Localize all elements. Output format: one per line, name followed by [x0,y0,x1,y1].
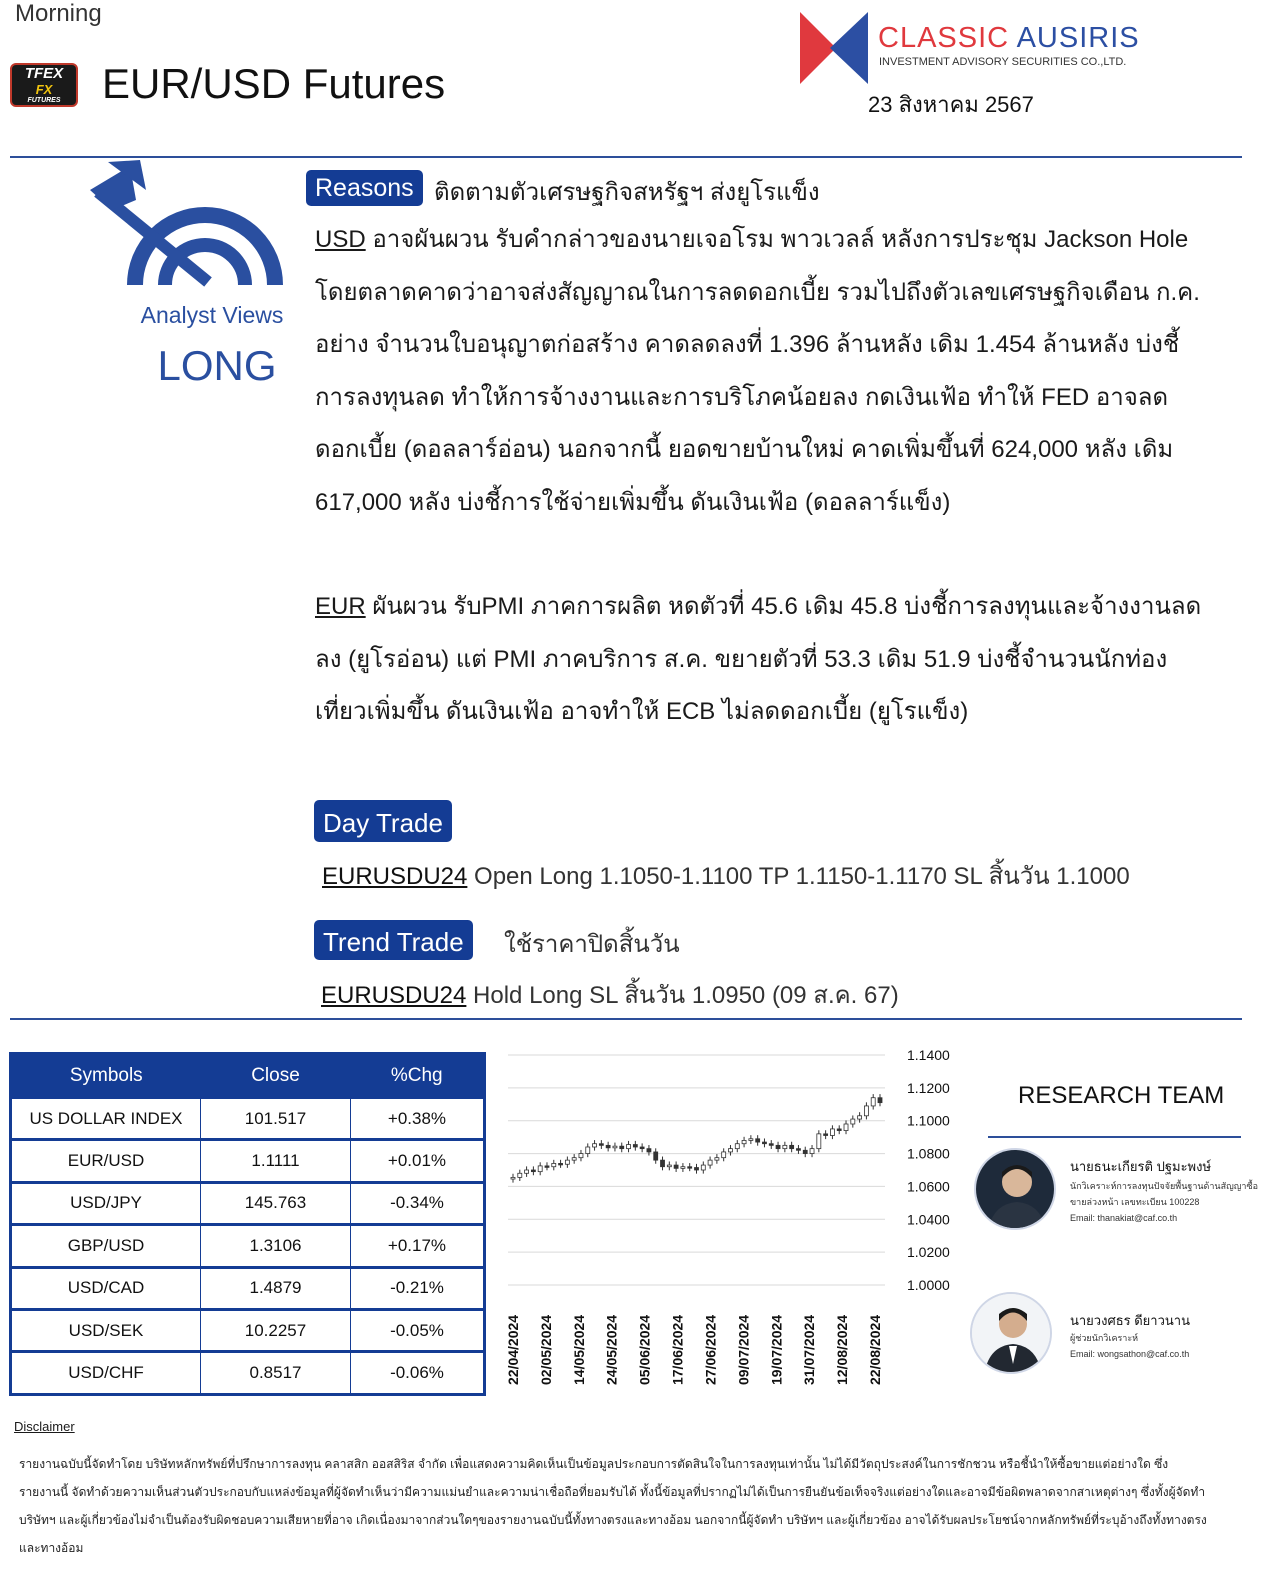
chg-cell: +0.01% [351,1140,485,1182]
candle-body [722,1152,726,1158]
table-row [11,1267,485,1309]
candle-body [640,1147,644,1149]
candle-body [701,1165,705,1170]
candle-body [579,1154,583,1158]
candle-body [728,1149,732,1152]
close-cell: 101.517 [201,1098,351,1140]
analyst-1-email: Email: thanakiat@caf.co.th [1070,1213,1178,1223]
chg-cell: -0.34% [351,1182,485,1224]
x-tick-label: 19/07/2024 [768,1314,785,1385]
x-tick-label: 22/04/2024 [505,1314,521,1385]
y-tick-label: 1.0200 [907,1244,950,1261]
chg-cell: +0.38% [351,1098,485,1140]
candle-body [803,1150,807,1153]
avatar [970,1292,1052,1374]
candle-body [858,1116,862,1119]
tfex-logo [10,63,78,107]
symbol-cell: USD/SEK [11,1309,201,1351]
candle-body [878,1098,882,1103]
candle-body [769,1144,773,1146]
table-row [11,1140,485,1182]
disclaimer-text: รายงานฉบับนี้จัดทำโดย บริษัทหลักทรัพย์ที่ปรึกษาการลงทุน คลาสสิก ออสสิริส จำกัด เพื่อแสดงความคิดเห็นเป็นข้อมูลประกอบการตัดสินใจในการลงทุนเท่านั้น ไม่ได้มีวัตถุประสงค์ในการชักชวน หรือชี้นำให้ซื้อขายแต่อย่างใด ซึ่งรายงานนี้ จัดทำด้วยความเห็นส่วนตัวประกอบกับแหล่งข้อมูลที่ผู้จัดทำเห็นว่ามีความแม่นยำและความน่าเชื่อถือที่ยอมรับได้ ทั้งนี้ข้อมูลที่ปรากฏไม่ได้เป็นการยืนยันข้อเท็จจริงแต่อย่างใดและอาจมีข้อผิดพลาดจากสาเหตุต่างๆ ซึ่งทั้งผู้จัดทำ บริษัทฯ และผู้เกี่ยวข้องไม่จำเป็นต้องรับผิดชอบความเสียหายที่อาจ เกิดเนื่องมาจากส่วนใดๆของรายงานฉบับนี้ทั้งทางตรงและทางอ้อม นอกจากนี้ผู้จัดทำ บริษัทฯ และผู้เกี่ยวข้อง อาจได้รับผลประโยชน์จากหลักทรัพย์ที่ระบุอ้างถึงทั้งทางตรงและทางอ้อม [19,1457,1207,1555]
reasons-title: ติดตามตัวเศรษฐกิจสหรัฐฯ ส่งยูโรแข็ง [434,179,820,206]
candle-body [572,1158,576,1160]
usd-lead: USD [315,226,366,253]
page-title: EUR/USD Futures [102,60,446,107]
price-chart [500,1045,970,1390]
close-cell: 1.3106 [201,1225,351,1267]
table-row [11,1309,485,1351]
target-arrow-icon [90,160,295,300]
x-tick-label: 12/08/2024 [834,1314,851,1385]
candle-body [749,1139,753,1141]
candle-body [851,1119,855,1124]
candle-body [627,1145,631,1149]
y-tick-label: 1.0400 [907,1211,950,1228]
usd-paragraph [315,214,1215,529]
y-tick-label: 1.0600 [907,1178,950,1195]
candle-body [810,1149,814,1154]
candle-body [633,1145,637,1147]
eur-lead: EUR [315,593,366,620]
candle-body [837,1129,841,1131]
eur-paragraph [315,581,1215,739]
candle-body [708,1160,712,1165]
day-trade-symbol: EURUSDU24 [322,863,468,890]
y-tick-label: 1.1400 [907,1047,950,1063]
symbol-cell: GBP/USD [11,1225,201,1267]
candle-body [531,1170,535,1172]
candle-body [586,1147,590,1154]
x-tick-label: 22/08/2024 [867,1314,883,1385]
chg-cell: -0.21% [351,1267,485,1309]
session-label: Morning [15,0,102,27]
quotes-header-close: Close [201,1054,351,1098]
symbol-cell: USD/CAD [11,1267,201,1309]
candle-body [545,1166,549,1168]
y-tick-label: 1.0800 [907,1145,950,1162]
candle-body [688,1167,692,1169]
candle-body [844,1124,848,1131]
candle-body [593,1144,597,1147]
trend-trade-badge: Trend Trade [314,920,473,960]
day-trade-text: Open Long 1.1050-1.1100 TP 1.1150-1.1170 SL สิ้นวัน 1.1000 [467,863,1130,890]
analyst-view-value: LONG [157,342,277,389]
x-tick-label: 27/06/2024 [702,1314,719,1385]
candle-body [525,1170,529,1173]
research-team-title: RESEARCH TEAM [1018,1082,1225,1109]
x-tick-label: 17/06/2024 [669,1314,686,1385]
chg-cell: -0.05% [351,1309,485,1351]
analyst-1-name: นายธนะเกียรติ ปฐมะพงษ์ [1070,1159,1212,1174]
candle-body [735,1144,739,1149]
candle-body [790,1145,794,1148]
candle-body [559,1163,563,1165]
quotes-table [9,1052,486,1396]
analyst-1-role: นักวิเคราะห์การลงทุนปัจจัยพื้นฐานด้านสัญญาซื้อขายล่วงหน้า เลขทะเบียน 100228 [1070,1181,1258,1207]
reasons-badge: Reasons [306,170,423,206]
analyst-2-info [1070,1330,1266,1362]
report-date: 23 สิงหาคม 2567 [868,92,1034,117]
section-divider [10,1018,1242,1020]
candle-body [681,1167,685,1169]
header-divider [10,156,1242,158]
trend-trade-text: Hold Long SL สิ้นวัน 1.0950 (09 ส.ค. 67) [466,982,899,1009]
table-row [11,1225,485,1267]
candle-body [674,1165,678,1168]
candle-body [817,1134,821,1149]
candle-body [661,1160,665,1167]
candle-body [830,1129,834,1136]
close-cell: 0.8517 [201,1352,351,1394]
analyst-1-info [1070,1178,1266,1226]
y-tick-label: 1.1200 [907,1079,950,1096]
day-trade-line [322,856,1130,895]
trend-trade-symbol: EURUSDU24 [321,982,467,1009]
candle-body [613,1146,617,1148]
symbol-cell: USD/CHF [11,1352,201,1394]
x-tick-label: 05/06/2024 [636,1314,653,1385]
candle-body [667,1165,671,1167]
logo-line-2: FX [35,82,53,97]
candle-body [654,1152,658,1160]
candle-body [511,1177,515,1179]
research-divider [988,1136,1241,1138]
brand-logo-mark [800,12,868,84]
candle-body [824,1134,828,1136]
candle-body [796,1149,800,1151]
close-cell: 1.4879 [201,1267,351,1309]
eur-text: ผันผวน รับPMI ภาคการผลิต หดตัวที่ 45.6 เดิม 45.8 บ่งชี้การลงทุนและจ้างงานลดลง (ยูโรอ่อน) แต่ PMI ภาคบริการ ส.ค. ขยายตัวที่ 53.3 เดิม 51.9 บ่งชี้จำนวนนักท่องเที่ยวเพิ่มขึ้น ดันเงินเฟ้อ อาจทำให้ ECB ไม่ลดดอกเบี้ย (ยูโรแข็ง) [315,593,1202,725]
trend-trade-note: ใช้ราคาปิดสิ้นวัน [504,931,680,958]
analyst-2-name: นายวงศธร ดียาวนาน [1070,1313,1190,1328]
y-tick-label: 1.1000 [907,1112,950,1129]
table-row [11,1098,485,1140]
candle-body [647,1149,651,1152]
quotes-header-chg: %Chg [351,1054,485,1098]
brand-subtitle: INVESTMENT ADVISORY SECURITIES CO.,LTD. [879,56,1127,68]
candle-body [606,1145,610,1147]
candle-body [762,1142,766,1144]
logo-line-1: TFEX [24,65,64,82]
avatar [974,1148,1056,1230]
brand-name-part-2: AUSIRIS [1016,22,1140,54]
candle-body [783,1145,787,1148]
table-row [11,1182,485,1224]
candle-body [871,1098,875,1106]
candle-body [715,1158,719,1160]
brand-name-part-1: CLASSIC [878,22,1010,54]
candle-body [538,1166,542,1172]
candle-body [695,1168,699,1170]
brand-name [878,22,1140,55]
close-cell: 145.763 [201,1182,351,1224]
x-tick-label: 24/05/2024 [603,1314,620,1385]
candle-body [620,1146,624,1148]
candle-body [565,1160,569,1164]
x-tick-label: 31/07/2024 [801,1314,818,1385]
close-cell: 1.1111 [201,1140,351,1182]
analyst-views-label: Analyst Views [140,302,284,328]
chg-cell: -0.06% [351,1352,485,1394]
y-tick-label: 1.0000 [907,1277,950,1293]
x-tick-label: 02/05/2024 [537,1314,554,1385]
symbol-cell: USD/JPY [11,1182,201,1224]
analyst-2-email: Email: wongsathon@caf.co.th [1070,1349,1190,1359]
candle-body [742,1140,746,1143]
day-trade-badge: Day Trade [314,800,452,842]
symbol-cell: EUR/USD [11,1140,201,1182]
disclaimer-title: Disclaimer [14,1419,75,1434]
candle-body [552,1163,556,1166]
x-tick-label: 09/07/2024 [735,1314,752,1385]
candle-body [756,1139,760,1142]
usd-text: อาจผันผวน รับคำกล่าวของนายเจอโรม พาวเวลล์ หลังการประชุม Jackson Hole โดยตลาดคาดว่าอาจส่งสัญญาณในการลดดอกเบี้ย รวมไปถึงตัวเลขเศรษฐกิจเดือน ก.ค. อย่าง จำนวนใบอนุญาตก่อสร้าง คาดลดลงที่ 1.396 ล้านหลัง เดิม 1.454 ล้านหลัง บ่งชี้การลงทุนลด ทำให้การจ้างงานและการบริโภคน้อยลง กดเงินเฟ้อ ทำให้ FED อาจลดดอกเบี้ย (ดอลลาร์อ่อน) นอกจากนี้ ยอดขายบ้านใหม่ คาดเพิ่มขึ้นที่ 624,000 หลัง เดิม 617,000 หลัง บ่งชี้การใช้จ่ายเพิ่มขึ้น ดันเงินเฟ้อ (ดอลลาร์แข็ง) [315,226,1200,516]
symbol-cell: US DOLLAR INDEX [11,1098,201,1140]
quotes-header-symbols: Symbols [11,1054,201,1098]
candle-body [518,1173,522,1177]
candle-body [776,1145,780,1148]
table-row [11,1352,485,1394]
chg-cell: +0.17% [351,1225,485,1267]
logo-line-3: FUTURES [27,97,61,104]
candle-body [864,1106,868,1116]
quotes-header-row [11,1054,485,1098]
x-tick-label: 14/05/2024 [570,1314,587,1385]
candle-body [599,1144,603,1146]
trend-trade-line [321,975,899,1014]
close-cell: 10.2257 [201,1309,351,1351]
analyst-2-role: ผู้ช่วยนักวิเคราะห์ [1070,1333,1139,1343]
